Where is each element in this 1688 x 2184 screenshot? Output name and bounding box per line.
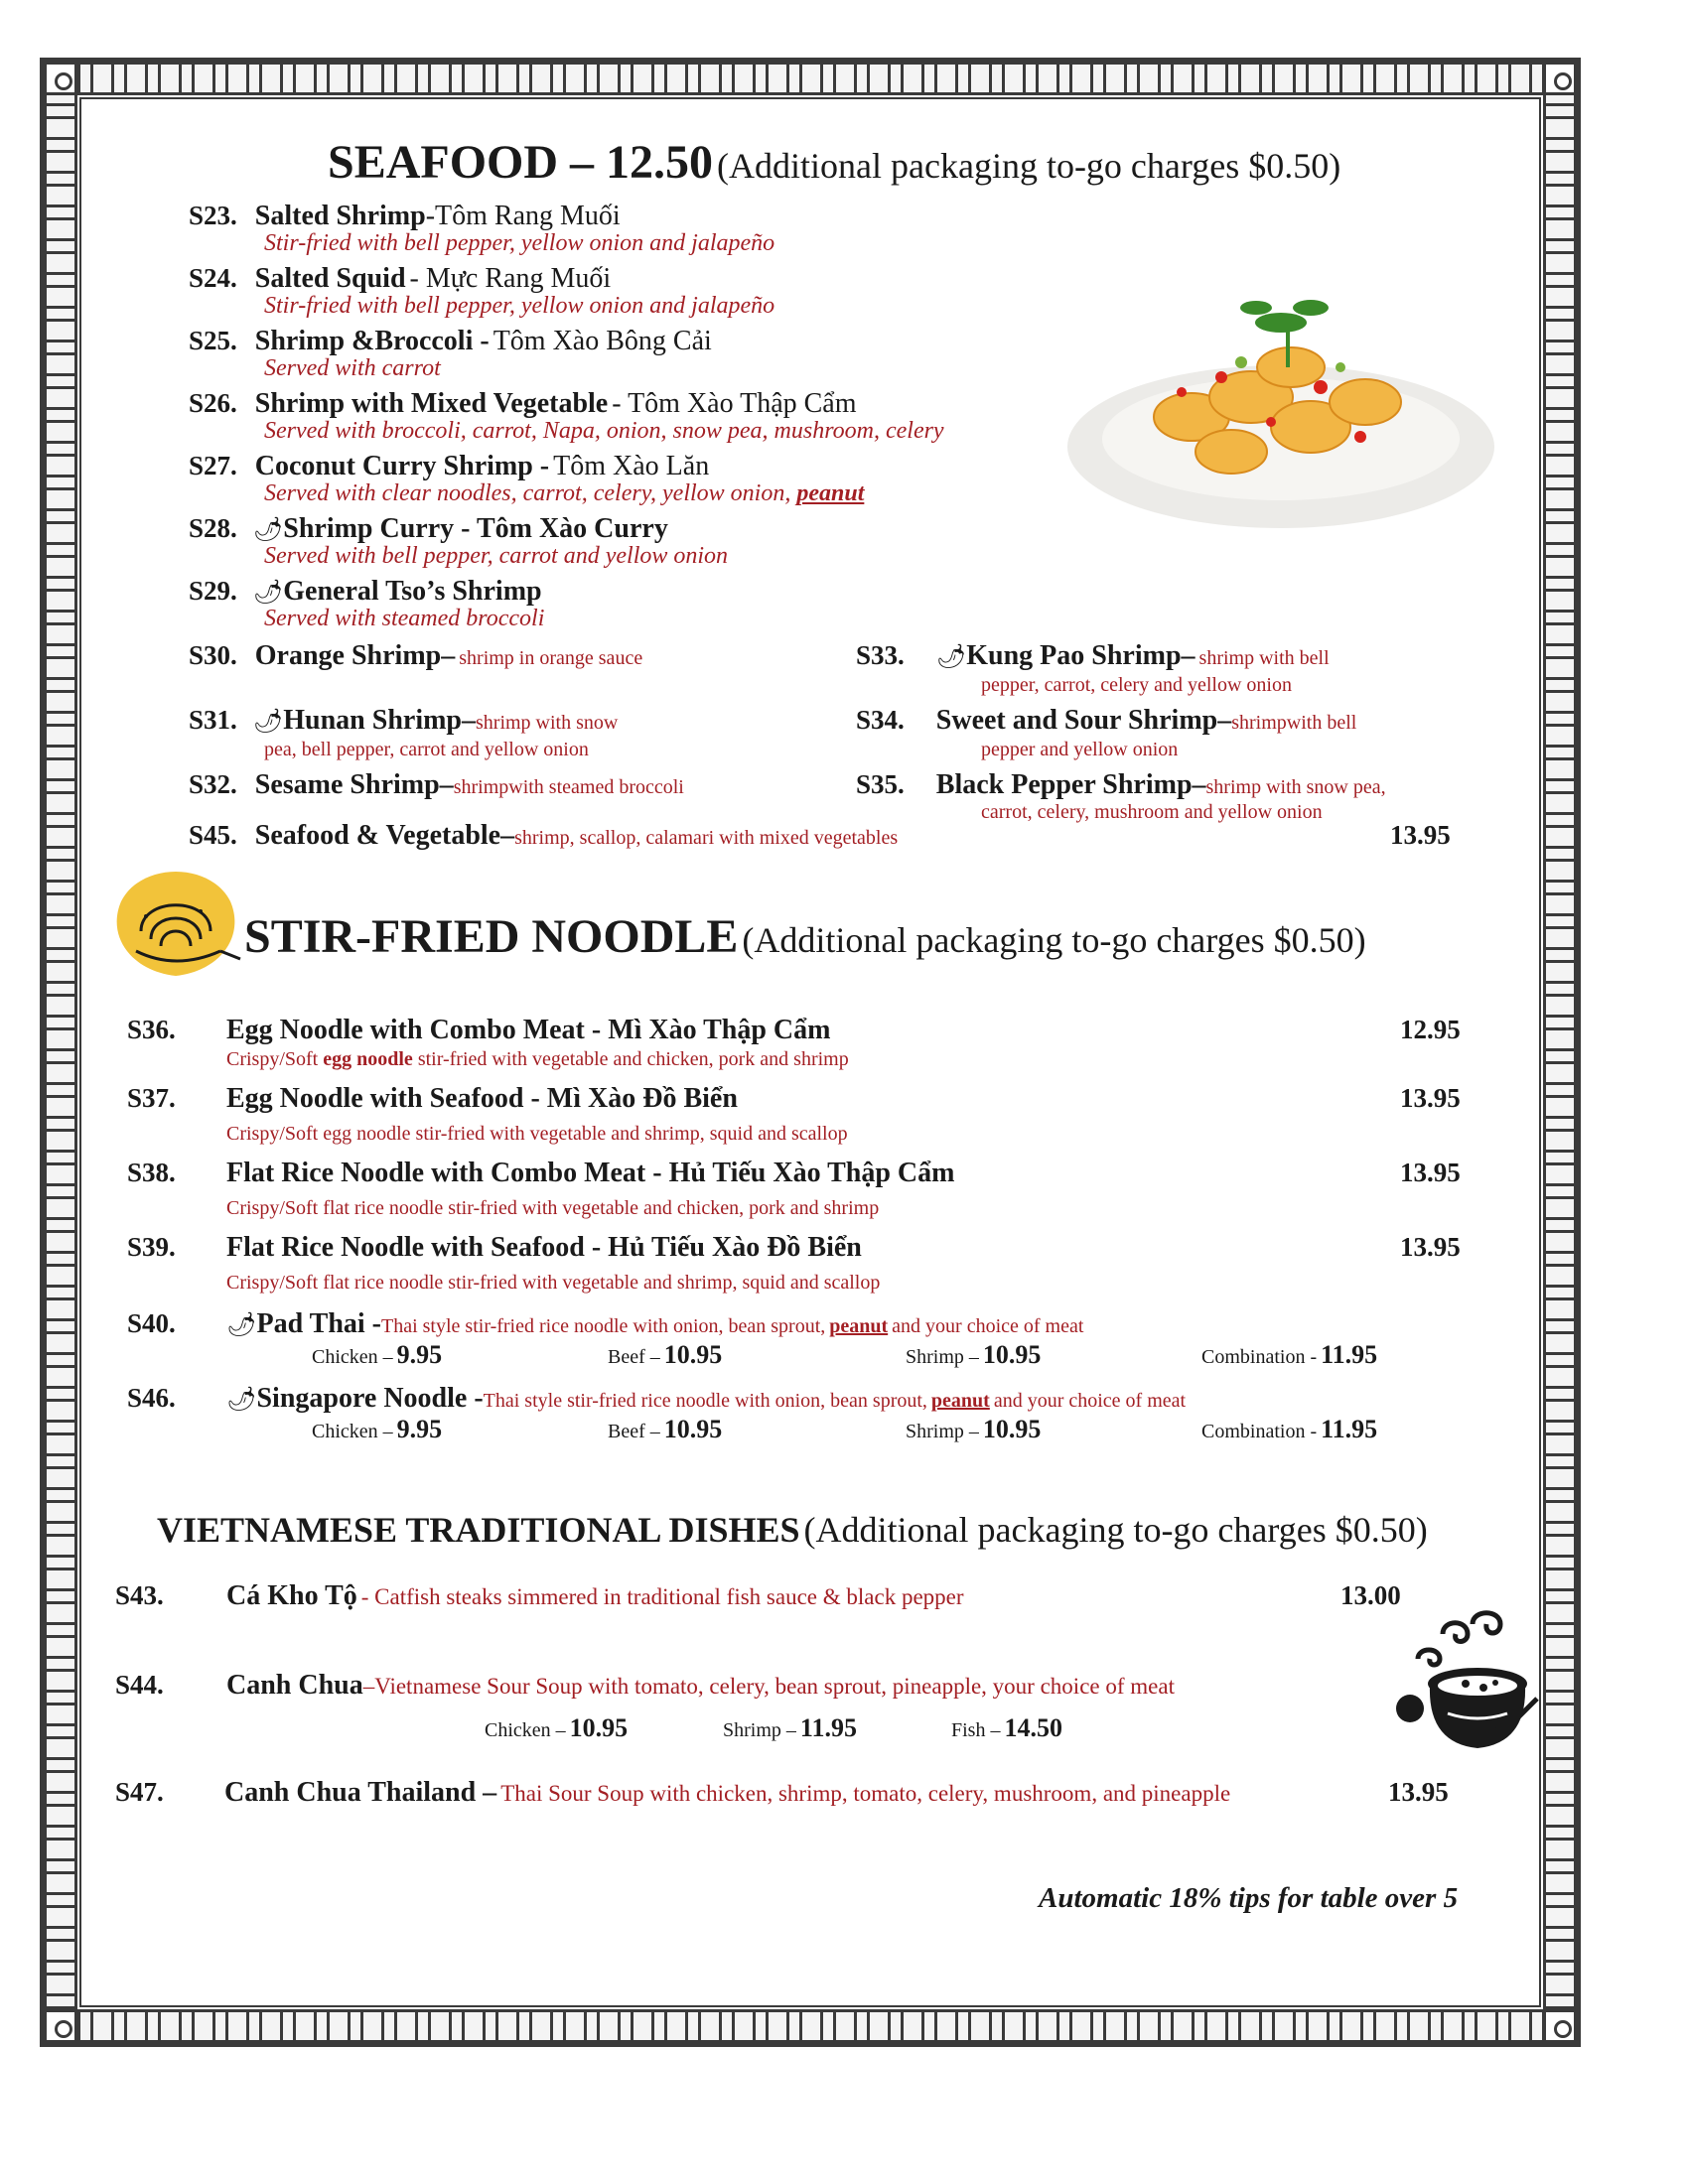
option-price: 14.50 — [1004, 1713, 1062, 1742]
item-description: Served with carrot — [264, 355, 441, 381]
item-description: Crispy/Soft flat rice noodle stir-fried with vegetable and shrimp, squid and scallop — [226, 1272, 881, 1294]
viet-note: (Additional packaging to-go charges $0.50) — [803, 1510, 1428, 1550]
corner-ornament-icon — [44, 2009, 77, 2043]
price-option — [906, 1340, 1041, 1370]
menu-item-s45 — [189, 820, 898, 852]
option-label: Combination - — [1201, 1346, 1318, 1368]
item-description-text: Crispy/Soft — [226, 1048, 319, 1070]
item-code: S35. — [856, 769, 905, 799]
item-description: Thai style stir-fried rice noodle with onion, bean sprout, — [381, 1315, 826, 1337]
item-name: Seafood & Vegetable– — [254, 820, 515, 851]
peanut-warning: peanut — [829, 1315, 889, 1337]
item-name: Flat Rice Noodle with Seafood - Hủ Tiếu Xào Đồ Biển — [226, 1232, 862, 1263]
menu-item-s23 — [189, 201, 621, 232]
item-code: S23. — [189, 201, 237, 230]
option-price: 10.95 — [569, 1713, 629, 1742]
peanut-warning: peanut — [796, 480, 865, 506]
item-description: Served with bell pepper, carrot and yellow onion — [264, 543, 729, 569]
item-description: shrimp with bell — [1198, 647, 1330, 669]
option-price: 11.95 — [1321, 1415, 1378, 1443]
option-price: 10.95 — [663, 1340, 723, 1369]
option-label: Shrimp – — [906, 1421, 979, 1442]
item-name: Sweet and Sour Shrimp– — [935, 705, 1232, 736]
option-price: 11.95 — [799, 1713, 857, 1742]
item-description-text: stir-fried with vegetable and chicken, pork and shrimp — [417, 1048, 849, 1070]
item-name: Sesame Shrimp– — [254, 769, 454, 800]
seafood-heading — [328, 135, 1340, 190]
item-name: Canh Chua — [226, 1670, 363, 1701]
item-name: Shrimp with Mixed Vegetable — [254, 388, 609, 419]
item-code: S26. — [189, 388, 237, 418]
menu-item-s33 — [856, 640, 1330, 672]
item-description: - Catfish steaks simmered in traditional fish sauce & black pepper — [360, 1584, 964, 1609]
item-description-text: Served with clear noodles, carrot, celery, yellow onion, — [264, 480, 791, 506]
option-label: Chicken – — [312, 1346, 393, 1368]
price-option — [312, 1415, 442, 1444]
greek-key-border-bottom — [44, 2009, 1577, 2043]
item-name: Shrimp &Broccoli - — [254, 326, 490, 356]
menu-item-s30 — [189, 640, 642, 672]
item-name: Hunan Shrimp– — [283, 705, 476, 736]
item-description: shrimp, scallop, calamari with mixed vegetables — [514, 827, 899, 849]
option-price: 10.95 — [982, 1340, 1042, 1369]
item-code: S45. — [189, 820, 237, 850]
item-name: Cá Kho Tộ — [226, 1580, 357, 1611]
menu-item-s29 — [189, 576, 542, 608]
item-name: Black Pepper Shrimp– — [935, 769, 1206, 800]
item-name: Egg Noodle with Combo Meat - Mì Xào Thập Cẩm — [226, 1015, 831, 1045]
item-description: Stir-fried with bell pepper, yellow onion and jalapeño — [264, 230, 775, 256]
item-description: Stir-fried with bell pepper, yellow onion and jalapeño — [264, 293, 775, 319]
price-option — [608, 1415, 722, 1444]
menu-item-s31 — [189, 705, 618, 737]
item-code: S43. — [115, 1580, 164, 1610]
item-name: Shrimp Curry - Tôm Xào Curry — [283, 513, 668, 544]
option-label: Beef – — [608, 1346, 660, 1368]
item-code: S44. — [115, 1670, 164, 1700]
item-description: Served with steamed broccoli — [264, 606, 545, 631]
menu-item-s32 — [189, 769, 684, 801]
option-label: Beef – — [608, 1421, 660, 1442]
item-description: shrimp with snow — [476, 712, 619, 734]
item-viet-name: - Mực Rang Muối — [409, 263, 612, 294]
item-description: and your choice of meat — [892, 1315, 1084, 1337]
item-code: S27. — [189, 451, 237, 480]
price-option — [723, 1713, 857, 1743]
peanut-warning: peanut — [930, 1390, 990, 1412]
price-option — [1201, 1415, 1377, 1444]
seafood-title: SEAFOOD – 12.50 — [328, 136, 714, 189]
item-description: and your choice of meat — [993, 1390, 1187, 1412]
item-code: S47. — [115, 1777, 164, 1807]
item-description: shrimp with snow pea, — [1205, 776, 1386, 798]
chili-pepper-icon: 🌶 — [226, 1312, 257, 1338]
item-name: Salted Squid — [254, 263, 406, 294]
chili-pepper-icon: 🌶 — [935, 644, 967, 670]
shrimp-dish-photo — [1062, 268, 1499, 536]
item-description-bold: egg noodle — [323, 1048, 413, 1070]
menu-item-s28 — [189, 513, 668, 545]
option-price: 10.95 — [663, 1415, 723, 1443]
item-description: Crispy/Soft egg noodle stir-fried with vegetable and shrimp, squid and scallop — [226, 1123, 848, 1145]
item-price: 13.95 — [1400, 1232, 1461, 1262]
item-description: –Vietnamese Sour Soup with tomato, celery, bean sprout, pineapple, your choice of meat — [362, 1674, 1175, 1699]
item-description: pea, bell pepper, carrot and yellow onion — [264, 739, 589, 760]
item-price: 13.95 — [1388, 1777, 1449, 1807]
price-option — [906, 1415, 1041, 1444]
chili-pepper-icon: 🌶 — [226, 1387, 257, 1413]
option-price: 9.95 — [396, 1340, 443, 1369]
item-description: pepper, carrot, celery and yellow onion — [981, 674, 1292, 696]
item-description: Served with broccoli, carrot, Napa, onion, snow pea, mushroom, celery — [264, 418, 944, 444]
viet-title: VIETNAMESE TRADITIONAL DISHES — [157, 1510, 800, 1550]
menu-item-s43 — [226, 1580, 964, 1612]
greek-key-border-right — [1543, 95, 1577, 2009]
item-price: 13.95 — [1400, 1158, 1461, 1187]
item-name: General Tso’s Shrimp — [283, 576, 542, 607]
item-viet-name: Tôm Xào Bông Cải — [492, 326, 712, 356]
menu-item-s44 — [226, 1670, 1175, 1702]
item-description — [264, 480, 864, 507]
item-description: carrot, celery, mushroom and yellow onion — [981, 801, 1323, 823]
option-label: Shrimp – — [906, 1346, 979, 1368]
price-option — [951, 1713, 1062, 1743]
item-name: Orange Shrimp– — [254, 640, 456, 671]
item-name: Coconut Curry Shrimp - — [254, 451, 550, 481]
menu-item-s27 — [189, 451, 709, 482]
item-code: S31. — [189, 705, 237, 735]
item-code: S36. — [127, 1015, 176, 1044]
item-price: 12.95 — [1400, 1015, 1461, 1044]
soup-pot-icon — [1388, 1604, 1547, 1763]
option-label: Chicken – — [485, 1719, 566, 1741]
option-price: 10.95 — [982, 1415, 1042, 1443]
item-code: S24. — [189, 263, 237, 293]
item-code: S28. — [189, 513, 237, 543]
item-name: Pad Thai - — [256, 1308, 381, 1339]
option-label: Fish – — [951, 1719, 1001, 1741]
noodle-title: STIR-FRIED NOODLE — [244, 910, 739, 963]
noodle-heading — [244, 909, 1366, 964]
item-viet-name: -Tôm Rang Muối — [425, 201, 621, 231]
item-price: 13.95 — [1400, 1083, 1461, 1113]
item-code: S39. — [127, 1232, 176, 1262]
item-description: shrimpwith steamed broccoli — [453, 776, 684, 798]
item-viet-name: - Tôm Xào Thập Cẩm — [612, 388, 857, 419]
item-code: S34. — [856, 705, 905, 735]
item-code: S25. — [189, 326, 237, 355]
corner-ornament-icon — [44, 62, 77, 95]
item-name: Canh Chua Thailand – — [224, 1777, 497, 1808]
item-code: S30. — [189, 640, 237, 670]
item-description: Crispy/Soft flat rice noodle stir-fried with vegetable and chicken, pork and shrimp — [226, 1197, 880, 1219]
item-description: Thai Sour Soup with chicken, shrimp, tomato, celery, mushroom, and pineapple — [500, 1781, 1231, 1806]
menu-item-s25 — [189, 326, 712, 357]
item-description: shrimp in orange sauce — [459, 647, 643, 669]
item-code: S40. — [127, 1308, 176, 1338]
greek-key-border-left — [44, 95, 77, 2009]
item-name: Singapore Noodle - — [256, 1383, 484, 1414]
chili-pepper-icon: 🌶 — [252, 580, 284, 606]
menu-item-s40 — [226, 1308, 1083, 1340]
viet-heading — [157, 1509, 1428, 1551]
menu-item-s46 — [226, 1383, 1186, 1415]
menu-item-s35 — [856, 769, 1386, 801]
option-label: Chicken – — [312, 1421, 393, 1442]
item-code: S37. — [127, 1083, 176, 1113]
price-option — [608, 1340, 722, 1370]
item-code: S29. — [189, 576, 237, 606]
seafood-note: (Additional packaging to-go charges $0.50) — [717, 146, 1341, 186]
item-name: Flat Rice Noodle with Combo Meat - Hủ Tiếu Xào Thập Cẩm — [226, 1158, 955, 1188]
item-description: Thai style stir-fried rice noodle with onion, bean sprout, — [483, 1390, 927, 1412]
menu-item-s36 — [127, 1015, 176, 1045]
noodle-note: (Additional packaging to-go charges $0.50) — [742, 920, 1366, 960]
price-option — [312, 1340, 442, 1370]
menu-item-s26 — [189, 388, 857, 420]
item-price: 13.00 — [1340, 1580, 1401, 1610]
price-option — [485, 1713, 628, 1743]
item-price: 13.95 — [1390, 820, 1451, 850]
price-option — [1201, 1340, 1377, 1370]
chili-pepper-icon: 🌶 — [252, 517, 284, 543]
item-code: S38. — [127, 1158, 176, 1187]
option-label: Shrimp – — [723, 1719, 796, 1741]
option-price: 11.95 — [1321, 1340, 1378, 1369]
corner-ornament-icon — [1543, 2009, 1577, 2043]
item-name: Kung Pao Shrimp– — [966, 640, 1196, 671]
menu-item-s47 — [224, 1777, 1230, 1809]
item-code: S46. — [127, 1383, 176, 1413]
corner-ornament-icon — [1543, 62, 1577, 95]
greek-key-border-top — [44, 62, 1577, 95]
chili-pepper-icon: 🌶 — [252, 709, 284, 735]
item-code: S32. — [189, 769, 237, 799]
menu-item-s34 — [856, 705, 1356, 737]
item-description: shrimpwith bell — [1231, 712, 1357, 734]
item-name: Salted Shrimp — [254, 201, 426, 231]
shell-icon — [101, 862, 250, 991]
tips-notice: Automatic 18% tips for table over 5 — [1039, 1882, 1459, 1914]
option-price: 9.95 — [396, 1415, 443, 1443]
item-viet-name: Tôm Xào Lăn — [553, 451, 710, 481]
item-code: S33. — [856, 640, 905, 670]
option-label: Combination - — [1201, 1421, 1318, 1442]
item-description: pepper and yellow onion — [981, 739, 1179, 760]
item-description — [226, 1048, 849, 1071]
menu-item-s24 — [189, 263, 611, 295]
item-name: Egg Noodle with Seafood - Mì Xào Đồ Biển — [226, 1083, 738, 1114]
